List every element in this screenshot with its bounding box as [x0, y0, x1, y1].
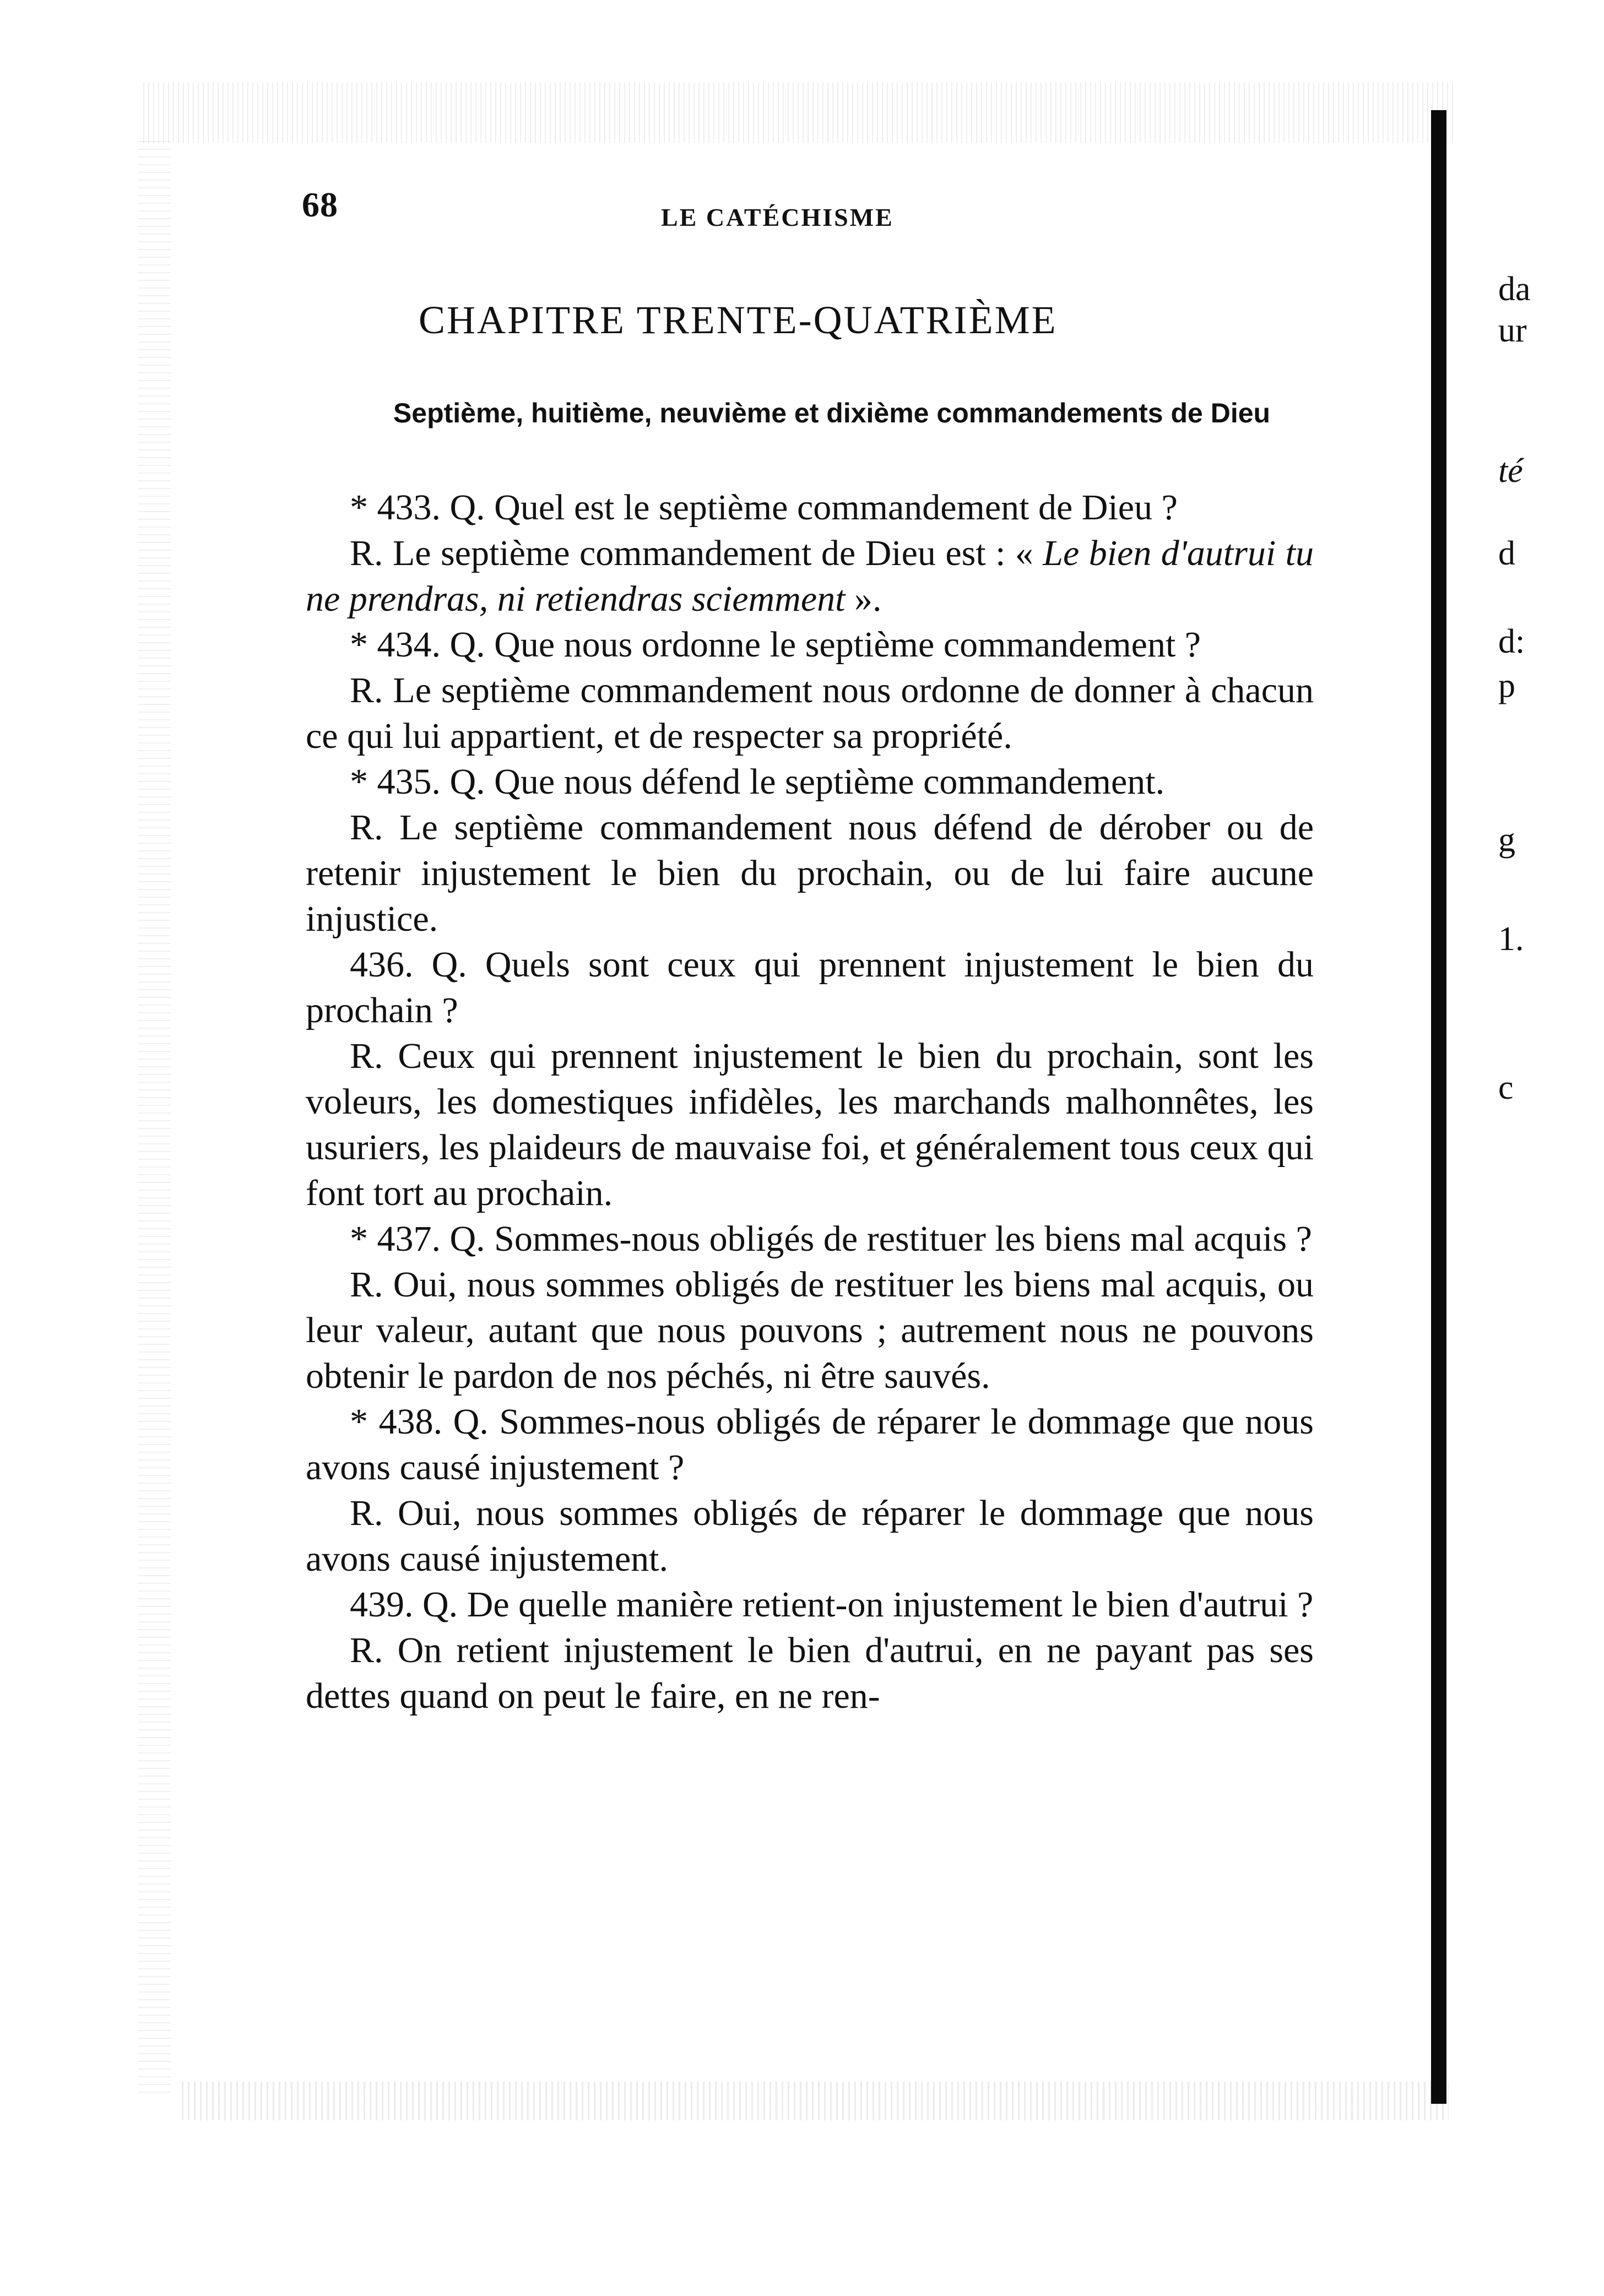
scan-noise-top [143, 83, 1454, 143]
catechism-body [306, 485, 1314, 1719]
scan-noise-left [138, 138, 171, 2093]
margin-fragment: p [1498, 667, 1515, 704]
running-head: LE CATÉCHISME [661, 203, 894, 231]
answer-436: R. Ceux qui prennent injustement le bien du prochain, sont les voleurs, les domestiques infidèles, les marchands malhonnêtes, les usuriers, les plaideurs de mauvaise foi, et généralement tous ceux qui font tort au prochain. [306, 1036, 1314, 1213]
answer-435: R. Le septième commandement nous défend de dérober ou de retenir injustement le bien du prochain, ou de lui faire aucune injustice. [306, 807, 1314, 939]
answer-433 [306, 530, 1314, 622]
margin-fragment: ur [1498, 312, 1527, 349]
margin-fragment: 1. [1498, 920, 1524, 958]
margin-fragment: d [1498, 535, 1515, 572]
chapter-title: CHAPITRE TRENTE-QUATRIÈME [419, 298, 1058, 342]
margin-fragment: da [1498, 270, 1531, 308]
question-436: 436. Q. Quels sont ceux qui prennent injustement le bien du prochain ? [306, 945, 1314, 1030]
page-number: 68 [302, 185, 338, 224]
answer-433-suffix: ». [845, 579, 882, 619]
question-434: * 434. Q. Que nous ordonne le septième commandement ? [350, 625, 1201, 665]
answer-439: R. On retient injustement le bien d'autrui, en ne payant pas ses dettes quand on peut le faire, en ne ren- [306, 1630, 1314, 1716]
scan-noise-bottom [182, 2082, 1449, 2120]
answer-434: R. Le septième commandement nous ordonne de donner à chacun ce qui lui appartient, et de respecter sa propriété. [306, 670, 1314, 756]
margin-fragment: té [1498, 452, 1523, 490]
chapter-subtitle: Septième, huitième, neuvième et dixième commandements de Dieu [393, 398, 1271, 428]
question-435: * 435. Q. Que nous défend le septième commandement. [350, 762, 1165, 802]
question-437: * 437. Q. Sommes-nous obligés de restituer les biens mal acquis ? [350, 1219, 1312, 1259]
question-439: 439. Q. De quelle manière retient-on injustement le bien d'autrui ? [350, 1584, 1314, 1625]
answer-437: R. Oui, nous sommes obligés de restituer les biens mal acquis, ou leur valeur, autant que nous pouvons ; autrement nous ne pouvons obtenir le pardon de nos péchés, ni être sauvés. [306, 1264, 1314, 1396]
answer-433-prefix: R. Le septième commandement de Dieu est : « [350, 533, 1043, 573]
page-gutter-rule [1431, 110, 1446, 2104]
margin-fragment: c [1498, 1069, 1514, 1106]
answer-438: R. Oui, nous sommes obligés de réparer le dommage que nous avons causé injustement. [306, 1493, 1314, 1579]
question-433: * 433. Q. Quel est le septième commandement de Dieu ? [350, 487, 1178, 528]
margin-fragment: d: [1498, 623, 1525, 660]
margin-fragment: g [1498, 821, 1515, 859]
answer-433-quote: Le bien d'autrui tu ne prendras, ni retiendras sciemment [306, 533, 1314, 619]
question-438: * 438. Q. Sommes-nous obligés de réparer le dommage que nous avons causé injustement ? [306, 1402, 1314, 1488]
